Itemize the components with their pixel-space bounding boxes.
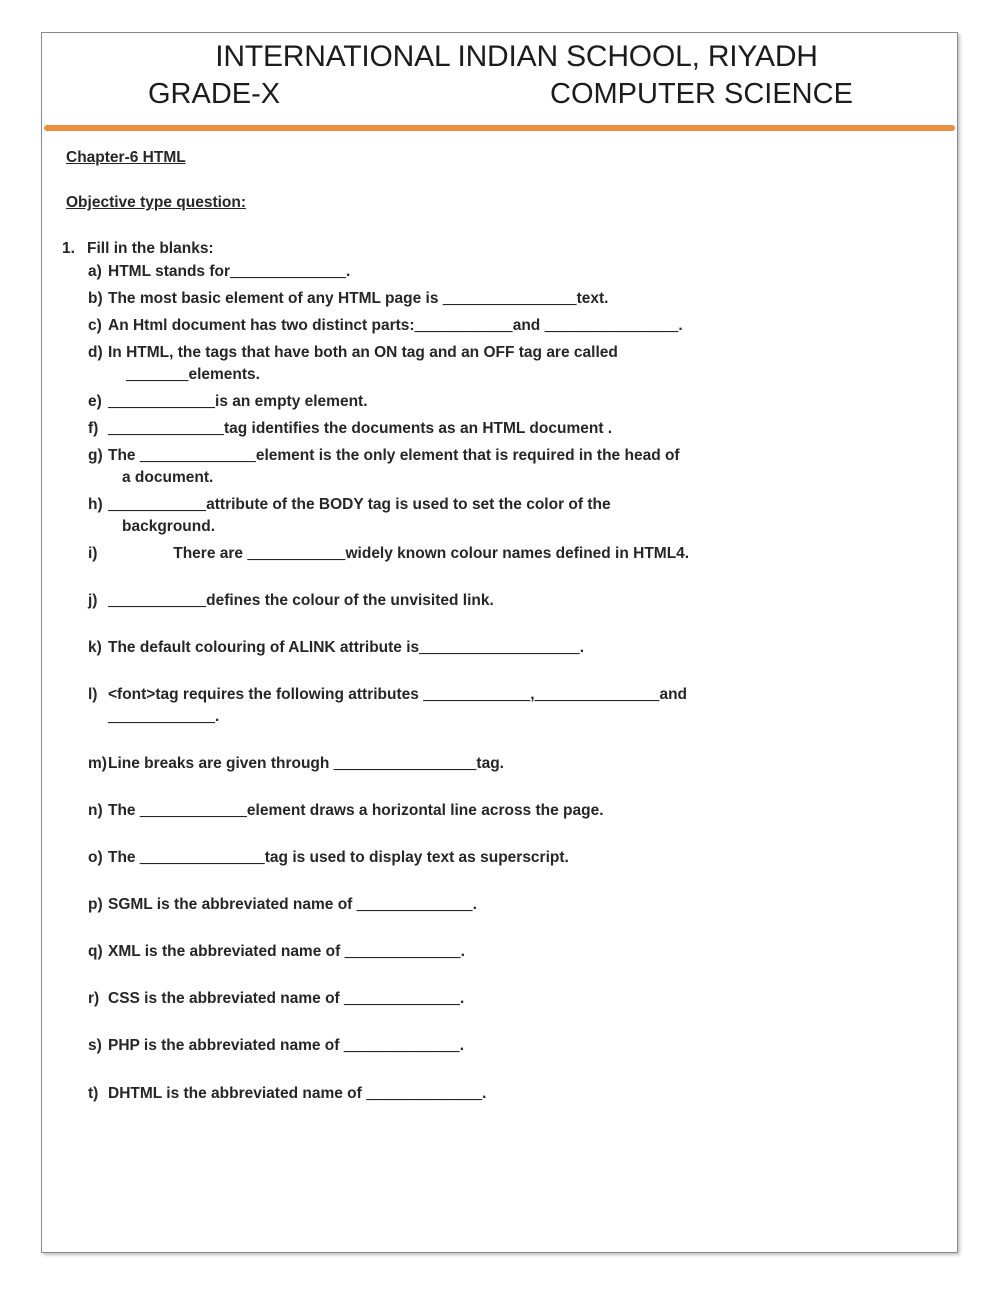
blank-item-text-mid: text. [576, 290, 609, 308]
blank-item [88, 419, 941, 440]
answer-blank: ______________ [534, 686, 660, 704]
blank-item-content [108, 316, 941, 337]
blank-item-continuation-text: a document. [122, 468, 214, 486]
answer-blank: _____________ [366, 1084, 483, 1102]
blank-item-marker: c) [88, 317, 102, 335]
answer-blank: ____________ [423, 686, 531, 704]
blank-item-marker: h) [88, 496, 103, 513]
blank-item-marker: o) [88, 848, 103, 866]
blank-item-text-after: . [678, 317, 683, 335]
blank-item-content [108, 446, 941, 488]
blank-item-marker: b) [88, 290, 103, 308]
blank-item [88, 1036, 941, 1057]
blank-item-content [108, 262, 941, 283]
blank-item-text-mid: . [482, 1084, 487, 1102]
answer-blank: _____________ [139, 447, 256, 465]
blank-item-text-mid: element draws a horizontal line across the page. [246, 801, 604, 819]
blank-item-text-mid: defines the colour of the unvisited link. [206, 591, 494, 609]
blank-item-text-mid: attribute of the BODY tag is used to set the color of the [206, 496, 611, 513]
blank-item-marker: p) [88, 896, 103, 914]
blank-item-marker: k) [88, 638, 102, 656]
blank-item-content [108, 989, 941, 1010]
blank-item-text-before: There are [150, 544, 248, 562]
blank-item-content [108, 289, 941, 310]
blank-item [88, 754, 941, 775]
answer-blank: ___________ [414, 317, 513, 335]
blank-item-continuation [108, 468, 941, 489]
blank-item-text-mid: . [459, 990, 465, 1008]
blank-item-marker: g) [88, 447, 103, 465]
blank-item-text-before: The most basic element of any HTML page is [108, 290, 443, 308]
blank-item [88, 1084, 941, 1105]
blank-item-text-mid: tag identifies the documents as an HTML document . [223, 420, 613, 438]
blank-item [88, 685, 941, 727]
blank-item-text-mid: is an empty element. [215, 393, 368, 411]
blank-item-text-before: DHTML is the abbreviated name of [108, 1084, 367, 1102]
blank-item-continuation-text: background. [122, 517, 216, 535]
blank-item-text-mid: tag is used to display text as superscript. [264, 848, 569, 866]
question-1-row [62, 239, 941, 259]
blank-item-marker: m) [88, 754, 107, 772]
blank-item-text-mid: , [530, 686, 535, 704]
answer-blank: __________________ [419, 638, 580, 656]
document-body [42, 131, 957, 1105]
blank-item [88, 895, 941, 916]
blank-item-continuation [108, 517, 941, 538]
blank-item-content [108, 392, 941, 413]
blank-item-continuation-text: . [215, 707, 220, 725]
blank-item-marker: d) [88, 344, 103, 362]
blank-item-marker: i) [88, 544, 98, 562]
blank-item-content [108, 942, 941, 963]
blank-item-content [108, 754, 941, 775]
answer-blank: _______ [126, 365, 189, 383]
question-text: Fill in the blanks: [87, 239, 214, 257]
blank-item-content [108, 685, 941, 727]
answer-blank: ____________ [108, 393, 216, 411]
blank-item [88, 392, 941, 413]
blank-item-text-before: An Html document has two distinct parts: [108, 317, 415, 335]
blank-item-marker: s) [88, 1037, 102, 1055]
blank-item-content [108, 895, 941, 916]
answer-blank: ___________ [108, 496, 207, 513]
blank-item-text-before: PHP is the abbreviated name of [108, 1037, 344, 1055]
answer-blank: _____________ [344, 943, 461, 961]
blank-item-marker: q) [88, 943, 103, 961]
blank-item-text-before: The [108, 801, 140, 819]
answer-blank: _____________ [108, 420, 224, 438]
blank-item-text-after: and [659, 686, 688, 704]
blank-item-continuation [108, 365, 941, 386]
blank-item-text-before: The [108, 447, 140, 465]
blank-item-text-mid: . [345, 263, 351, 281]
answer-blank: _____________ [344, 990, 460, 1008]
blank-item [88, 848, 941, 869]
blank-item [88, 989, 941, 1010]
blank-item [88, 343, 941, 385]
blank-item-text-before: The default colouring of ALINK attribute is [108, 638, 420, 656]
blank-item-content [150, 544, 941, 565]
grade-label: GRADE-X [148, 77, 281, 110]
answer-blank: ___________ [247, 544, 346, 562]
blank-item-text-mid: tag. [476, 754, 504, 772]
header-grade-subject-row [42, 76, 957, 116]
blank-item [88, 262, 941, 283]
question-number: 1. [62, 239, 75, 257]
answer-blank: ________________ [333, 754, 477, 772]
blank-item-content [108, 638, 941, 659]
blank-item-content [108, 419, 941, 440]
blank-item-marker: l) [88, 686, 98, 704]
answer-blank: _____________ [230, 263, 346, 281]
blank-item [88, 638, 941, 659]
blank-item-text-before: <font>tag requires the following attributes [108, 686, 424, 704]
blank-item-text-before: SGML is the abbreviated name of [108, 896, 357, 914]
worksheet-page [41, 32, 958, 1253]
blank-item-text-mid: . [579, 638, 585, 656]
blank-item-marker: j) [88, 591, 98, 609]
blank-item-marker: n) [88, 801, 103, 819]
answer-blank: ______________ [139, 848, 265, 866]
blank-item-text-mid: widely known colour names defined in HTML4. [345, 544, 690, 562]
subject-label: COMPUTER SCIENCE [550, 77, 853, 110]
blank-item [88, 289, 941, 310]
blank-item-text-mid: element is the only element that is required in the head of [255, 447, 680, 465]
blank-item-content [108, 591, 941, 612]
blank-item-content [108, 1084, 941, 1105]
blank-item-text-before: XML is the abbreviated name of [108, 943, 345, 961]
answer-blank: _______________ [544, 317, 679, 335]
blank-item [88, 544, 941, 565]
blank-item-text-mid: . [472, 896, 477, 914]
blank-item-continuation-text: elements. [188, 365, 260, 383]
blank-item-marker: r) [88, 990, 100, 1008]
blank-item-marker: e) [88, 393, 102, 411]
blank-item [88, 591, 941, 612]
blank-item [88, 446, 941, 488]
blank-item-content [108, 1036, 941, 1057]
chapter-heading: Chapter-6 HTML [66, 148, 186, 166]
blank-item-text-before: HTML stands for [108, 263, 230, 281]
answer-blank: _____________ [356, 896, 473, 914]
blanks-list-i-to-t [88, 544, 941, 1104]
answer-blank: _______________ [442, 290, 577, 308]
blank-item-text-before: In HTML, the tags that have both an ON tag and an OFF tag are called [108, 344, 618, 362]
blank-item-text-mid: . [459, 1037, 465, 1055]
blank-item-content [108, 801, 941, 822]
answer-blank: ____________ [139, 801, 247, 819]
blank-item-text-before: CSS is the abbreviated name of [108, 990, 345, 1008]
blank-item-marker: f) [88, 420, 99, 438]
blank-item [88, 316, 941, 337]
blank-item-text-before: Line breaks are given through [108, 754, 334, 772]
blank-item-marker: a) [88, 263, 102, 281]
blank-item-content [108, 343, 941, 385]
document-header [42, 33, 957, 131]
blanks-list-a-to-h [88, 262, 941, 537]
blank-item-content [108, 495, 941, 537]
answer-blank: ___________ [108, 591, 207, 609]
school-title: INTERNATIONAL INDIAN SCHOOL, RIYADH [215, 40, 818, 73]
answer-blank: _____________ [343, 1037, 460, 1055]
section-heading: Objective type question: [66, 193, 247, 211]
blank-item [88, 942, 941, 963]
answer-blank: ____________ [108, 707, 216, 725]
blank-item-text-mid: . [460, 943, 465, 961]
blank-item [88, 495, 941, 537]
blank-item-text-mid: and [512, 317, 545, 335]
blank-item-marker: t) [88, 1084, 99, 1102]
blank-item-content [108, 848, 941, 869]
blank-item-text-before: The [108, 848, 140, 866]
blank-item [88, 801, 941, 822]
blank-item-continuation [108, 707, 941, 728]
